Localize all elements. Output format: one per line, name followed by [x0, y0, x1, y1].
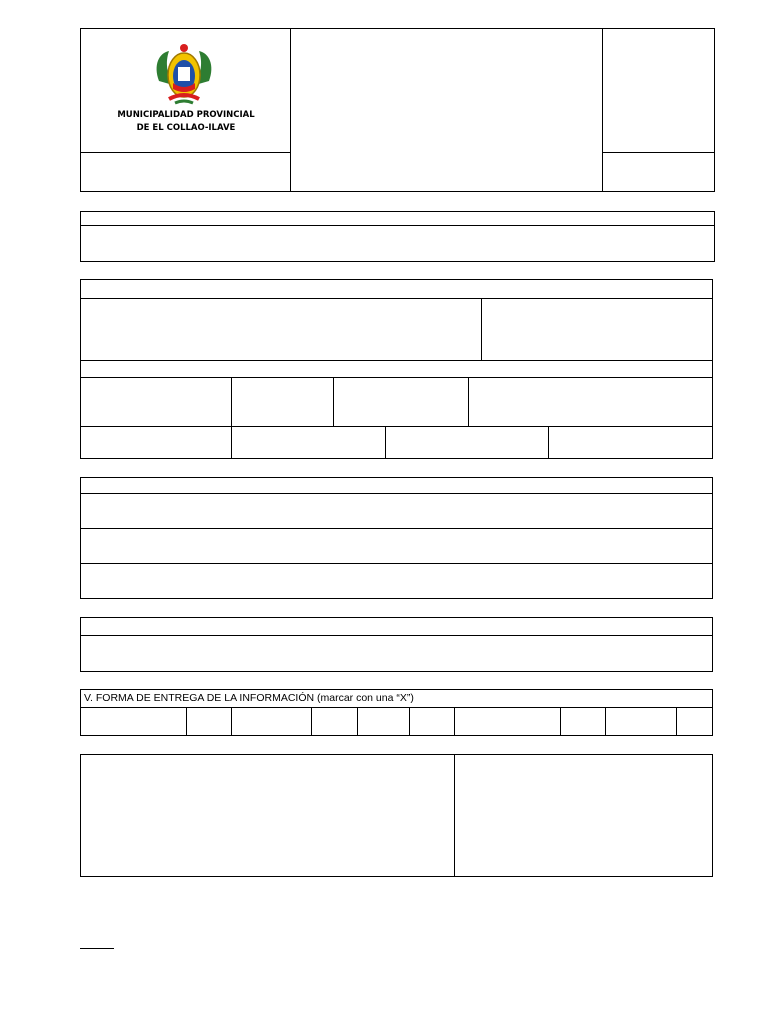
section-3-box [80, 477, 713, 599]
section-2-row2-divider-1 [231, 377, 232, 426]
municipal-coat-of-arms-logo [151, 41, 217, 107]
section-2-row3-divider-1 [231, 426, 232, 458]
header-divider-right [602, 29, 603, 191]
section-2-row1-bottom-line [81, 360, 712, 361]
signature-box [80, 754, 713, 877]
header-right-bottom-line [602, 152, 714, 153]
section-4-title-line [81, 635, 712, 636]
section-5-hint: (marcar con una “X”) [317, 692, 414, 704]
delivery-option-divider-2 [231, 707, 232, 735]
delivery-option-divider-3 [311, 707, 312, 735]
section-2-box [80, 279, 713, 459]
section-5-title: V. FORMA DE ENTREGA DE LA INFORMACIÓN [84, 692, 315, 704]
section-2-row2-divider-3 [468, 377, 469, 426]
section-4-box [80, 617, 713, 672]
footnote-separator-line [80, 948, 114, 949]
delivery-option-divider-6 [454, 707, 455, 735]
section-1-box [80, 211, 715, 262]
section-3-row2-line [81, 563, 712, 564]
delivery-option-divider-5 [409, 707, 410, 735]
section-3-title-line [81, 493, 712, 494]
section-2-title-line [81, 298, 712, 299]
delivery-option-divider-8 [605, 707, 606, 735]
section-5-heading [84, 690, 414, 707]
section-2-row2-bottom-line [81, 426, 712, 427]
section-5-box [80, 689, 713, 736]
signature-divider [454, 755, 455, 876]
form-header [80, 28, 715, 192]
org-name-line1: MUNICIPALIDAD PROVINCIAL [117, 110, 255, 120]
section-2-row3-divider-3 [548, 426, 549, 458]
section-2-row1-divider [481, 298, 482, 360]
section-5-title-line [81, 707, 712, 708]
delivery-option-divider-1 [186, 707, 187, 735]
section-2-subtitle-line [81, 377, 712, 378]
section-2-row3-divider-2 [385, 426, 386, 458]
section-3-row1-line [81, 528, 712, 529]
section-1-title-line [81, 225, 714, 226]
delivery-option-divider-9 [676, 707, 677, 735]
delivery-option-divider-4 [357, 707, 358, 735]
org-name-line2: DE EL COLLAO-ILAVE [136, 123, 236, 133]
header-logo-bottom-line [81, 152, 291, 153]
delivery-option-divider-7 [560, 707, 561, 735]
section-2-row2-divider-2 [333, 377, 334, 426]
